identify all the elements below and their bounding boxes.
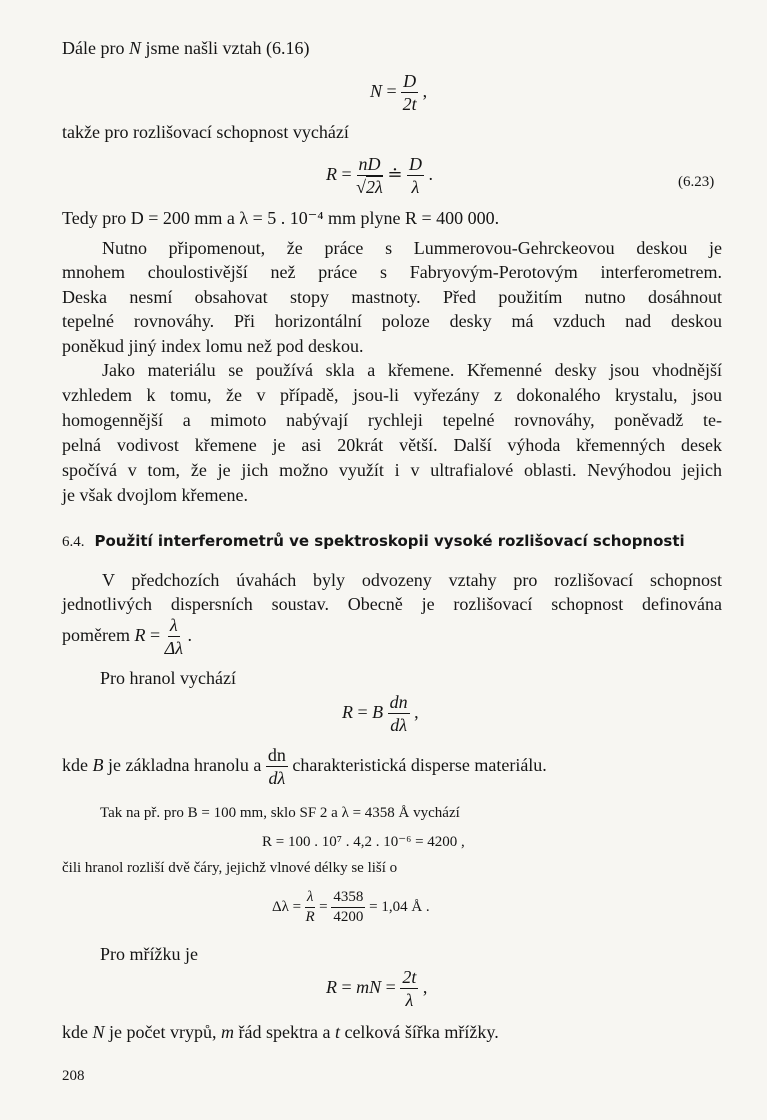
section-title: Použití interferometrů ve spektroskopii vysoké rozlišovací schopnosti xyxy=(94,532,685,550)
punctuation: . xyxy=(428,164,433,185)
paragraph-line: spočívá v tom, že je jich možno využít i v ultrafialové oblasti. Nevýhodou jejich xyxy=(62,460,722,480)
text: kde xyxy=(62,755,88,776)
math-symbol: B xyxy=(372,702,384,723)
text: jsme našli vztah (6.16) xyxy=(145,38,310,58)
text: poměrem xyxy=(62,625,130,646)
fraction xyxy=(401,72,418,114)
text: Dále pro xyxy=(62,38,125,58)
paragraph-definition xyxy=(62,568,722,616)
example-equation-delta xyxy=(272,890,430,926)
text-line: Tedy pro D = 200 mm a λ = 5 . 10⁻⁴ mm plyne R = 400 000. xyxy=(62,208,500,228)
example-line: čili hranol rozliší dvě čáry, jejichž vlnové délky se liší o xyxy=(62,860,398,876)
fraction xyxy=(356,155,383,197)
math-operator: = xyxy=(357,702,368,723)
punctuation: , xyxy=(422,977,428,998)
denominator: R xyxy=(305,908,315,925)
paragraph-line: vzhledem k tomu, že v případě, jsou-li vyřezány z dokonalého krystalu, jsou xyxy=(62,385,722,405)
paragraph-line: mnohem choulostivější než práce s Fabryovým-Perotovým interferometrem. xyxy=(62,262,722,283)
math-symbol: m xyxy=(220,1022,234,1042)
denominator: dλ xyxy=(390,714,408,735)
prism-base-line xyxy=(62,746,547,788)
math-symbol: N xyxy=(128,38,141,58)
numerator: dn xyxy=(389,692,408,712)
equation-n xyxy=(370,72,427,114)
denominator: λ xyxy=(405,989,414,1010)
text-line: takže pro rozlišovací schopnost vychází xyxy=(62,122,349,142)
punctuation: , xyxy=(422,81,428,102)
fraction xyxy=(388,693,410,735)
math-symbol: t xyxy=(334,1022,340,1042)
math-expression: = 1,04 Å . xyxy=(369,899,430,916)
math-symbol: N xyxy=(370,81,383,102)
paragraph-line: jednotlivých dispersních soustav. Obecně je rozlišovací schopnost definována xyxy=(62,594,722,614)
fraction xyxy=(331,890,365,926)
sqrt-icon: √ xyxy=(356,176,367,197)
math-operator: = xyxy=(149,625,161,646)
text: je základna hranolu a xyxy=(108,755,262,776)
paragraph-materials xyxy=(62,358,722,508)
definition-line xyxy=(62,616,192,658)
math-symbol: B xyxy=(92,755,104,776)
paragraph-line: tepelné rovnováhy. Při horizontální poloze desky má vzduch nad deskou xyxy=(62,311,722,332)
paragraph-line: Nutno připomenout, že práce s Lummerovou-Gehrckeovou deskou je xyxy=(102,238,722,258)
section-heading xyxy=(62,532,685,551)
math-operator: = xyxy=(341,164,352,185)
text-line: Pro hranol vychází xyxy=(100,668,236,688)
equation-resolving-power xyxy=(326,155,433,197)
equation-grating xyxy=(326,968,427,1010)
numerator: D xyxy=(403,71,417,91)
paragraph-line: Jako materiálu se používá skla a křemene. Křemenné desky jsou vhodnější xyxy=(102,360,722,380)
numerator: nD xyxy=(358,154,381,174)
denominator: 4200 xyxy=(333,908,364,925)
math-expression: Δλ = xyxy=(272,899,302,916)
equation-prism xyxy=(342,693,419,735)
math-symbol: R xyxy=(326,977,337,998)
paragraph-line: je však dvojlom křemene. xyxy=(62,485,248,505)
fraction xyxy=(400,968,418,1010)
paragraph-line: poněkud jiný index lomu než pod deskou. xyxy=(62,335,364,356)
page-number: 208 xyxy=(62,1068,85,1084)
text: kde xyxy=(62,1022,88,1042)
math-symbol: mN xyxy=(356,977,382,998)
numerator: D xyxy=(408,154,422,174)
text: celková šířka mřížky. xyxy=(344,1022,499,1042)
fraction xyxy=(266,746,288,788)
paragraph-line: Deska nesmí obsahovat stopy mastnoty. Před použitím nutno dosáhnout xyxy=(62,286,722,307)
math-operator: = xyxy=(385,977,396,998)
math-symbol: R xyxy=(134,625,146,646)
section-number: 6.4. xyxy=(62,534,85,550)
math-operator: = xyxy=(386,81,397,102)
numerator: λ xyxy=(169,615,178,635)
paragraph-line: homogennější a mimoto nabývají rychleji tepelné rovnováhy, poněvadž te- xyxy=(62,410,722,430)
denominator xyxy=(356,176,383,197)
math-symbol: R xyxy=(326,164,337,185)
math-symbol: R xyxy=(342,702,353,723)
denominator: dλ xyxy=(268,767,286,788)
intro-line xyxy=(62,38,309,59)
denominator: λ xyxy=(411,176,420,197)
fraction xyxy=(165,616,183,658)
numerator: 2t xyxy=(402,967,417,987)
math-operator: = xyxy=(319,899,328,916)
math-symbol: N xyxy=(92,1022,105,1042)
paragraph-line: pelná vodivost křemene je asi 20krát větší. Další výhoda křemenných desek xyxy=(62,435,722,455)
paragraph-line: V předchozích úvahách byly odvozeny vztahy pro rozlišovací schopnost xyxy=(102,570,722,590)
text: charakteristická disperse materiálu. xyxy=(292,755,547,776)
text: řád spektra a xyxy=(238,1022,331,1042)
fraction xyxy=(407,155,424,197)
denominator: Δλ xyxy=(164,637,184,658)
numerator: λ xyxy=(305,890,316,908)
text: je počet vrypů, xyxy=(109,1022,217,1042)
example-line: Tak na př. pro B = 100 mm, sklo SF 2 a λ = 4358 Å vychází xyxy=(100,805,460,821)
example-equation: R = 100 . 10⁷ . 4,2 . 10⁻⁶ = 4200 , xyxy=(262,834,465,850)
punctuation: . xyxy=(187,625,193,646)
fraction xyxy=(305,890,316,926)
paragraph-plate-care xyxy=(62,236,722,358)
math-operator: = xyxy=(341,977,352,998)
grating-line xyxy=(62,1022,499,1043)
denominator: 2t xyxy=(402,93,417,114)
equation-number: (6.23) xyxy=(678,174,715,190)
text-line: Pro mřížku je xyxy=(100,944,198,964)
radicand: 2λ xyxy=(366,176,383,197)
math-operator: ≐ xyxy=(387,164,403,185)
numerator: dn xyxy=(267,745,286,765)
punctuation: , xyxy=(414,702,419,723)
numerator: 4358 xyxy=(331,890,365,908)
